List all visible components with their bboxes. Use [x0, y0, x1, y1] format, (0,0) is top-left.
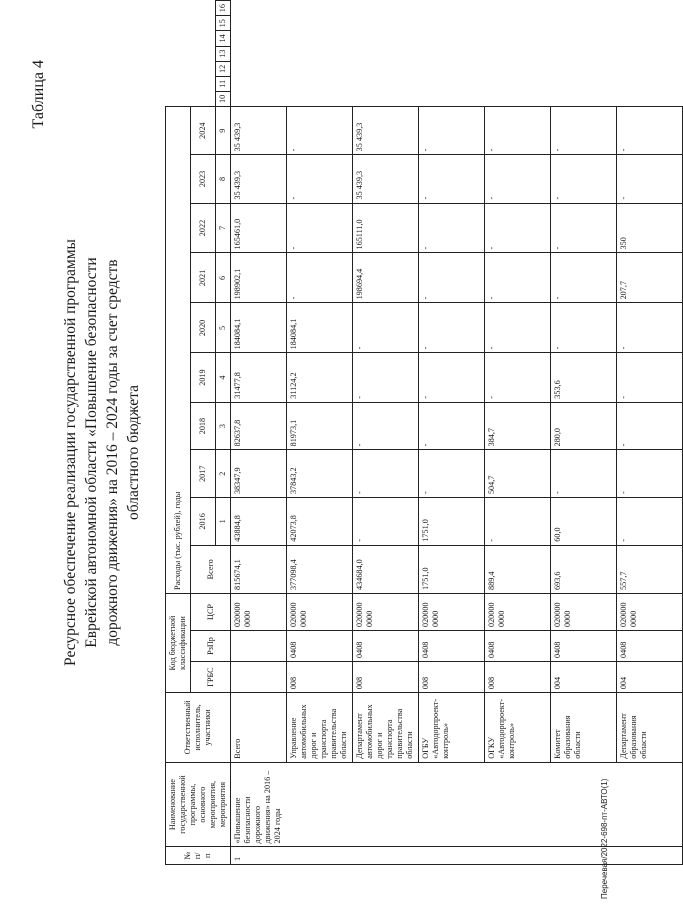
- year-value-cell: -: [617, 402, 683, 450]
- csr-cell: 020000 0000: [231, 593, 287, 630]
- executor-cell: ОГБУ «Автодорпроект-контроль»: [419, 693, 485, 763]
- column-number: 7: [216, 203, 231, 253]
- executor-cell: Всего: [231, 693, 287, 763]
- rzpr-cell: 0408: [419, 631, 485, 662]
- year-value-cell: -: [617, 498, 683, 546]
- table-body: [231, 1, 683, 865]
- year-value-cell: -: [353, 498, 419, 546]
- year-value-cell: -: [419, 107, 485, 155]
- column-number: 16: [216, 1, 231, 16]
- rzpr-cell: 0408: [287, 631, 353, 662]
- year-value-cell: 31477,8: [231, 353, 287, 402]
- year-value-cell: -: [551, 450, 617, 498]
- header-year: 2018: [191, 402, 216, 450]
- column-number: 15: [216, 16, 231, 31]
- column-number: 14: [216, 31, 231, 46]
- year-value-cell: -: [617, 107, 683, 155]
- column-number: 13: [216, 46, 231, 61]
- grbs-cell: 008: [485, 661, 551, 692]
- year-value-cell: -: [419, 203, 485, 253]
- csr-cell: 020000 0000: [287, 593, 353, 630]
- column-number: 8: [216, 155, 231, 203]
- year-value-cell: -: [617, 450, 683, 498]
- header-csr: ЦСР: [191, 593, 231, 630]
- year-value-cell: -: [485, 353, 551, 402]
- executor-cell: ОГКУ «Автодорпроект-контроль»: [485, 693, 551, 763]
- header-year: 2024: [191, 107, 216, 155]
- csr-cell: 020000 0000: [485, 593, 551, 630]
- year-value-cell: 280,0: [551, 402, 617, 450]
- total-cell: 377098,4: [287, 545, 353, 593]
- year-value-cell: 81973,1: [287, 402, 353, 450]
- header-year: 2016: [191, 498, 216, 546]
- year-value-cell: -: [419, 353, 485, 402]
- year-value-cell: 31124,2: [287, 353, 353, 402]
- column-number: 4: [216, 353, 231, 402]
- header-year: 2019: [191, 353, 216, 402]
- header-year: 2021: [191, 253, 216, 303]
- executor-cell: Управление автомобильных дорог и транспорта правительства области: [287, 693, 353, 763]
- row-number: 1: [231, 847, 683, 865]
- title-line: Ресурсное обеспечение реализации государственной программы: [62, 239, 79, 666]
- header-rzpr: РзПр: [191, 631, 231, 662]
- column-number: 10: [216, 91, 231, 106]
- year-value-cell: -: [287, 253, 353, 303]
- year-value-cell: -: [551, 203, 617, 253]
- grbs-cell: [231, 661, 287, 692]
- resource-table: [165, 0, 683, 865]
- executor-cell: Департамент автомобильных дорог и транспорта правительства области: [353, 693, 419, 763]
- title-line: Еврейской автономной области «Повышение безопасности: [83, 257, 100, 648]
- year-value-cell: -: [617, 155, 683, 203]
- year-value-cell: 207,7: [617, 253, 683, 303]
- csr-cell: 020000 0000: [551, 593, 617, 630]
- rzpr-cell: 0408: [485, 631, 551, 662]
- column-number: 11: [216, 76, 231, 91]
- year-value-cell: -: [551, 303, 617, 353]
- year-value-cell: 198694,4: [353, 253, 419, 303]
- year-value-cell: -: [419, 155, 485, 203]
- year-value-cell: -: [353, 402, 419, 450]
- document-title: [60, 0, 144, 905]
- header-total: Всего: [191, 545, 231, 593]
- column-number: 5: [216, 303, 231, 353]
- title-line: дорожного движения» на 2016 – 2024 годы за счет средств: [104, 259, 121, 646]
- year-value-cell: 42073,8: [287, 498, 353, 546]
- year-value-cell: -: [617, 303, 683, 353]
- total-cell: 1751,0: [419, 545, 485, 593]
- title-line: областного бюджета: [125, 385, 142, 520]
- column-number: 1: [216, 498, 231, 546]
- table-row: [287, 1, 353, 865]
- year-value-cell: 165461,0: [231, 203, 287, 253]
- column-number: 12: [216, 61, 231, 76]
- footer-reference: Перечевая/2022-698-пт-АВТО(1): [600, 778, 609, 899]
- header-year: 2022: [191, 203, 216, 253]
- grbs-cell: 008: [419, 661, 485, 692]
- rzpr-cell: [231, 631, 287, 662]
- header-grbs: ГРБС: [191, 661, 231, 692]
- rzpr-cell: 0408: [551, 631, 617, 662]
- year-value-cell: 353,6: [551, 353, 617, 402]
- year-value-cell: -: [485, 303, 551, 353]
- total-cell: 434684,0: [353, 545, 419, 593]
- year-value-cell: -: [551, 253, 617, 303]
- csr-cell: 020000 0000: [617, 593, 683, 630]
- table-row: [353, 1, 419, 865]
- year-value-cell: -: [287, 155, 353, 203]
- year-value-cell: 504,7: [485, 450, 551, 498]
- table-row: [419, 1, 485, 865]
- year-value-cell: -: [617, 353, 683, 402]
- year-value-cell: 38347,9: [231, 450, 287, 498]
- grbs-cell: 008: [353, 661, 419, 692]
- csr-cell: 020000 0000: [419, 593, 485, 630]
- grbs-cell: 004: [551, 661, 617, 692]
- total-cell: 889,4: [485, 545, 551, 593]
- year-value-cell: 184084,1: [231, 303, 287, 353]
- header-year: 2023: [191, 155, 216, 203]
- year-value-cell: -: [551, 107, 617, 155]
- year-value-cell: 82637,8: [231, 402, 287, 450]
- year-value-cell: -: [551, 155, 617, 203]
- header-num: № п/п: [166, 847, 231, 865]
- year-value-cell: -: [419, 402, 485, 450]
- rzpr-cell: 0408: [353, 631, 419, 662]
- year-value-cell: 37843,2: [287, 450, 353, 498]
- header-expenses: Расходы (тыс. рублей), годы: [166, 107, 191, 594]
- year-value-cell: -: [419, 253, 485, 303]
- column-number: 3: [216, 402, 231, 450]
- table-row: [551, 1, 617, 865]
- year-value-cell: -: [485, 498, 551, 546]
- executor-cell: Департамент образования области: [617, 693, 683, 763]
- year-value-cell: -: [419, 303, 485, 353]
- header-year: 2017: [191, 450, 216, 498]
- year-value-cell: 1751,0: [419, 498, 485, 546]
- header-year: 2020: [191, 303, 216, 353]
- year-value-cell: -: [353, 450, 419, 498]
- year-value-cell: -: [485, 107, 551, 155]
- table-row: [231, 1, 287, 865]
- year-value-cell: -: [419, 450, 485, 498]
- year-value-cell: -: [485, 253, 551, 303]
- column-number: 2: [216, 450, 231, 498]
- table-row: [485, 1, 551, 865]
- column-number: 9: [216, 107, 231, 155]
- year-value-cell: 35 439,3: [353, 155, 419, 203]
- year-value-cell: -: [485, 203, 551, 253]
- table-row: [617, 1, 683, 865]
- total-cell: 693,6: [551, 545, 617, 593]
- table-label: Таблица 4: [30, 60, 47, 129]
- total-cell: 557,7: [617, 545, 683, 593]
- year-value-cell: 35 439,3: [231, 155, 287, 203]
- executor-cell: Комитет образования области: [551, 693, 617, 763]
- year-value-cell: 184084,1: [287, 303, 353, 353]
- year-value-cell: -: [485, 155, 551, 203]
- year-value-cell: 384,7: [485, 402, 551, 450]
- year-value-cell: -: [353, 353, 419, 402]
- year-value-cell: -: [287, 203, 353, 253]
- year-value-cell: -: [287, 107, 353, 155]
- total-cell: 815674,1: [231, 545, 287, 593]
- grbs-cell: 008: [287, 661, 353, 692]
- column-number: 6: [216, 253, 231, 303]
- year-value-cell: 43884,8: [231, 498, 287, 546]
- program-name: «Повышение безопасности дорожного движения» на 2016 – 2024 годы: [231, 762, 683, 847]
- header-executor: Ответственный исполнитель, участники: [166, 693, 231, 763]
- year-value-cell: -: [353, 303, 419, 353]
- header-budget-code: Код бюджетной классификации: [166, 593, 191, 692]
- grbs-cell: 004: [617, 661, 683, 692]
- csr-cell: 020000 0000: [353, 593, 419, 630]
- year-value-cell: 35 439,3: [353, 107, 419, 155]
- year-value-cell: 350: [617, 203, 683, 253]
- year-value-cell: 60,0: [551, 498, 617, 546]
- year-value-cell: 198902,1: [231, 253, 287, 303]
- header-name: Наименование государственной программы, основного мероприятия, мероприятия: [166, 762, 231, 847]
- year-value-cell: 165111,0: [353, 203, 419, 253]
- rzpr-cell: 0408: [617, 631, 683, 662]
- year-value-cell: 35 439,3: [231, 107, 287, 155]
